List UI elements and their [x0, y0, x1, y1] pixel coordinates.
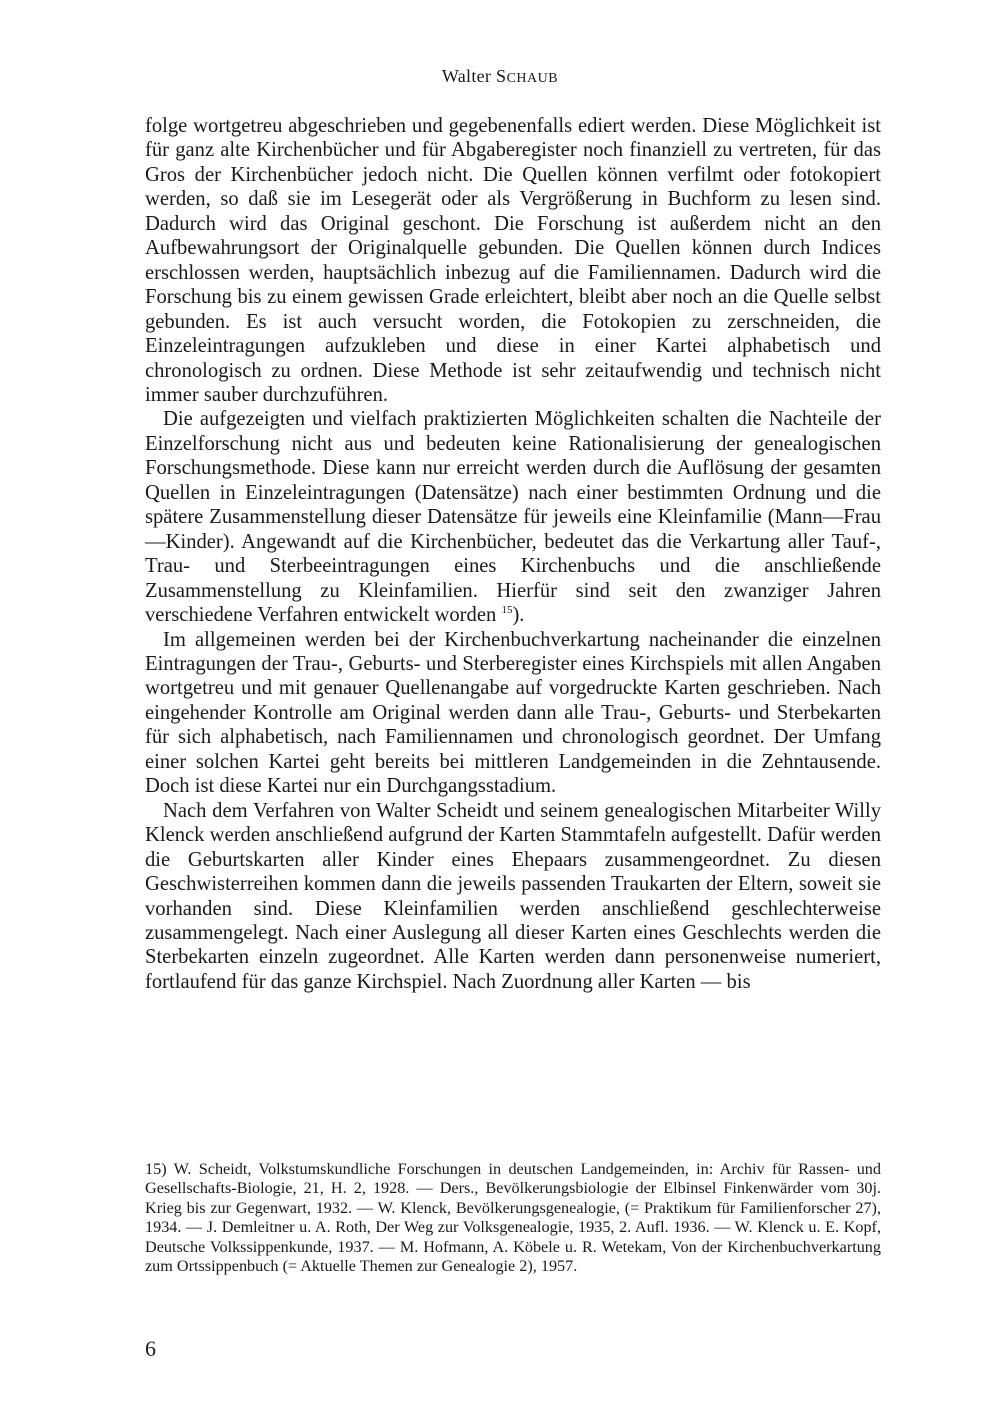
paragraph-2	[145, 407, 881, 627]
paragraph-3: Im allgemeinen werden bei der Kirchenbuchverkartung nacheinander die einzelnen Eintragungen der Trau-, Geburts- und Sterberegister eines Kirchspiels mit allen Angaben wortgetreu und mit genauer Quellenangabe auf vorgedruckte Karten geschrieben. Nach eingehender Kontrolle am Original werden dann alle Trau-, Geburts- und Sterbekarten für sich alphabetisch, nach Familiennamen und chronologisch geordnet. Der Umfang einer solchen Kartei geht bereits bei mittleren Landgemeinden in die Zehntausende. Doch ist diese Kartei nur ein Durchgangsstadium.	[145, 628, 881, 798]
footnote-text: W. Scheidt, Volkstumskundliche Forschungen in deutschen Landgemeinden, in: Archiv für Rassen- und Gesellschafts-Biologie, 21, H. 2, 1928. — Ders., Bevölkerungsbiologie der Elbinsel Finkenwärder vom 30j. Krieg bis zur Gegenwart, 1932. — W. Klenck, Bevölkerungsgenealogie, (= Praktikum für Familienforscher 27), 1934. — J. Demleitner u. A. Roth, Der Weg zur Volksgenealogie, 1935, 2. Aufl. 1936. — W. Klenck u. E. Kopf, Deutsche Volkssippenkunde, 1937. — M. Hofmann, A. Köbele u. R. Wetekam, Von der Kirchenbuchverkartung zum Ortssippenbuch (= Aktuelle Themen zur Genealogie 2), 1957.	[145, 1160, 881, 1276]
body-text	[145, 114, 881, 994]
page-number: 6	[145, 1336, 156, 1361]
footnote-marker: 15)	[145, 1160, 167, 1178]
running-head-author-last: SCHAUB	[496, 66, 559, 86]
running-head-author-first: Walter	[441, 66, 492, 86]
paragraph-2-text: Die aufgezeigten und vielfach praktizierten Möglichkeiten schalten die Nachteile der Einzelforschung nicht aus und bedeuten keine Rationalisierung der genealogischen Forschungsmethode. Diese kann nur erreicht werden durch die Auflösung der gesamten Quellen in Einzeleintragungen (Datensätze) nach einer bestimmten Ordnung und die spätere Zusammenstellung dieser Datensätze für jeweils eine Kleinfamilie (Mann—Frau—Kinder). Angewandt auf die Kirchenbücher, bedeutet das die Verkartung aller Tauf-, Trau- und Sterbeeintragungen eines Kirchenbuchs und die anschließende Zusammenstellung zu Kleinfamilien. Hierfür sind seit den zwanziger Jahren verschiedene Verfahren entwickelt worden	[145, 408, 881, 627]
running-head	[0, 66, 1000, 87]
paragraph-1: folge wortgetreu abgeschrieben und gegebenenfalls ediert werden. Diese Möglichkeit ist für ganz alte Kirchenbücher und für Abgaberegister noch finanziell zu vertreten, für das Gros der Kirchenbücher jedoch nicht. Die Quellen können verfilmt oder fotokopiert werden, so daß sie im Lesegerät oder als Vergrößerung in Buchform zu lesen sind. Dadurch wird das Original geschont. Die Forschung ist außerdem nicht an den Aufbewahrungsort der Originalquelle gebunden. Die Quellen können durch Indices erschlossen werden, hauptsächlich inbezug auf die Familiennamen. Dadurch wird die Forschung bis zu einem gewissen Grade erleichtert, bleibt aber noch an die Quelle selbst gebunden. Es ist auch versucht worden, die Fotokopien zu zerschneiden, die Einzeleintragungen aufzukleben und diese in einer Kartei alphabetisch und chronologisch zu ordnen. Diese Methode ist sehr zeitaufwendig und technisch nicht immer sauber durchzuführen.	[145, 115, 881, 406]
footnote-reference-suffix: ).	[512, 604, 525, 627]
footnotes	[145, 1160, 881, 1276]
paragraph-4: Nach dem Verfahren von Walter Scheidt und seinem genealogischen Mitarbeiter Willy Klenck werden anschließend aufgrund der Karten Stammtafeln aufgestellt. Dafür werden die Geburtskarten aller Kinder eines Ehepaars zusammengeordnet. Zu diesen Geschwisterreihen kommen dann die jeweils passenden Traukarten der Eltern, soweit sie vorhanden sind. Diese Kleinfamilien werden anschließend geschlechterweise zusammengelegt. Nach einer Auslegung all dieser Karten eines Geschlechts werden die Sterbekarten einzeln zugeordnet. Alle Karten werden dann personenweise numeriert, fortlaufend für das ganze Kirchspiel. Nach Zuordnung aller Karten — bis	[145, 799, 881, 993]
footnote-reference[interactable]: 15	[501, 604, 513, 617]
footnote-15	[145, 1160, 881, 1276]
